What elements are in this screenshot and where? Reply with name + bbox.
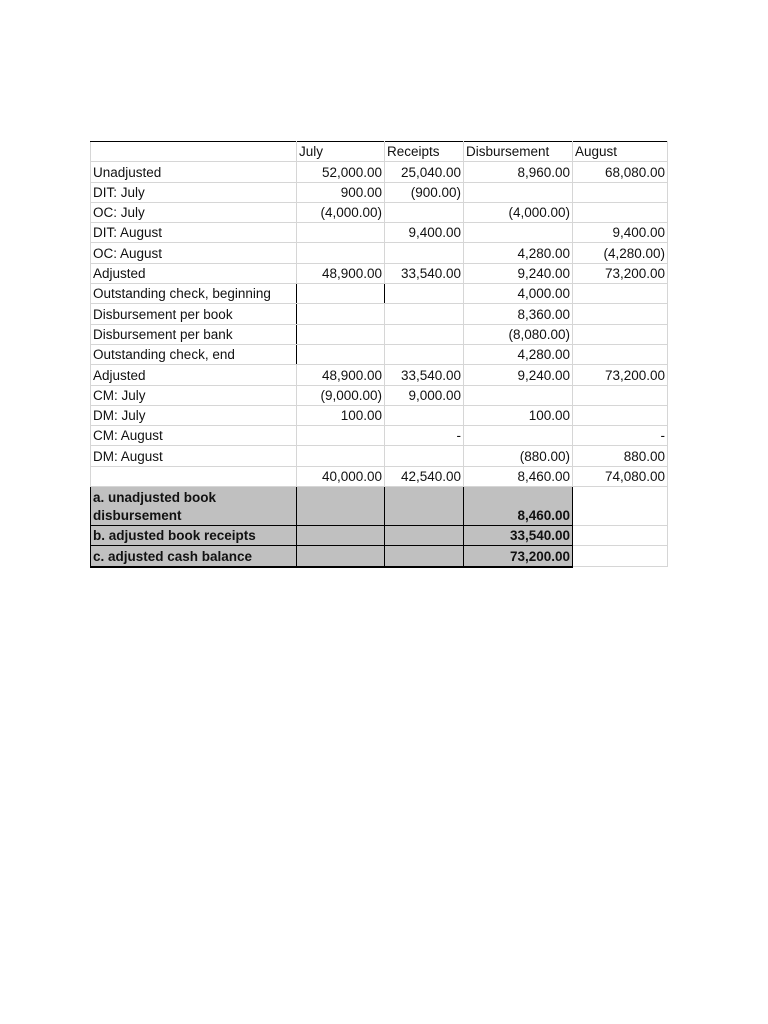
- table-row: [91, 365, 668, 385]
- cell-august: 73,200.00: [573, 365, 668, 385]
- cell-receipts: -: [385, 426, 464, 446]
- cell-august: [573, 385, 668, 405]
- cell-disbursement: 8,460.00: [464, 466, 573, 486]
- cell-july: 52,000.00: [297, 162, 385, 182]
- table-row: [91, 284, 668, 304]
- cell-disbursement: 4,280.00: [464, 344, 573, 364]
- summary-cell-august: [573, 526, 668, 546]
- cell-july: [297, 284, 385, 304]
- cell-disbursement: (8,080.00): [464, 324, 573, 344]
- cell-july: [297, 446, 385, 466]
- cell-disbursement: 4,000.00: [464, 284, 573, 304]
- cell-receipts: 42,540.00: [385, 466, 464, 486]
- cell-disbursement: 4,280.00: [464, 243, 573, 263]
- cell-receipts: [385, 344, 464, 364]
- summary-label: a. unadjusted book disbursement: [91, 487, 297, 526]
- summary-cell-receipts: [385, 526, 464, 546]
- cell-receipts: 33,540.00: [385, 365, 464, 385]
- cell-july: 48,900.00: [297, 365, 385, 385]
- cell-august: [573, 304, 668, 324]
- cell-august: 74,080.00: [573, 466, 668, 486]
- summary-cell-august: [573, 546, 668, 567]
- row-label: DIT: July: [91, 182, 297, 202]
- cell-august: [573, 284, 668, 304]
- table-row: [91, 344, 668, 364]
- summary-cell-disbursement: 33,540.00: [464, 526, 573, 546]
- row-label: DM: August: [91, 446, 297, 466]
- table-row: [91, 162, 668, 182]
- row-label: Adjusted: [91, 365, 297, 385]
- cell-disbursement: 8,960.00: [464, 162, 573, 182]
- cell-disbursement: 9,240.00: [464, 365, 573, 385]
- row-label: Disbursement per bank: [91, 324, 297, 344]
- totals-row: [91, 466, 668, 486]
- summary-label: c. adjusted cash balance: [91, 546, 297, 567]
- row-label: OC: August: [91, 243, 297, 263]
- row-label: DM: July: [91, 405, 297, 425]
- cell-july: (9,000.00): [297, 385, 385, 405]
- header-cell-label: [91, 142, 297, 162]
- row-label: Adjusted: [91, 263, 297, 283]
- cell-august: [573, 344, 668, 364]
- cell-august: [573, 182, 668, 202]
- row-label: Outstanding check, end: [91, 344, 297, 364]
- cell-disbursement: [464, 182, 573, 202]
- cell-disbursement: [464, 385, 573, 405]
- table-row: [91, 304, 668, 324]
- header-row: [91, 142, 668, 162]
- cell-receipts: 33,540.00: [385, 263, 464, 283]
- header-cell-august: August: [573, 142, 668, 162]
- cell-august: 73,200.00: [573, 263, 668, 283]
- header-cell-disbursement: Disbursement: [464, 142, 573, 162]
- cell-receipts: 9,400.00: [385, 223, 464, 243]
- summary-row: [91, 546, 668, 567]
- cell-disbursement: 8,360.00: [464, 304, 573, 324]
- table-row: [91, 223, 668, 243]
- cell-august: [573, 202, 668, 222]
- table-row: [91, 182, 668, 202]
- table-row: [91, 385, 668, 405]
- table-row: [91, 446, 668, 466]
- cell-july: [297, 304, 385, 324]
- cell-receipts: [385, 405, 464, 425]
- cell-disbursement: (4,000.00): [464, 202, 573, 222]
- cell-receipts: [385, 324, 464, 344]
- cell-august: 880.00: [573, 446, 668, 466]
- cell-july: 100.00: [297, 405, 385, 425]
- cell-july: [297, 344, 385, 364]
- cell-july: 900.00: [297, 182, 385, 202]
- cell-disbursement: 100.00: [464, 405, 573, 425]
- cell-august: [573, 324, 668, 344]
- table-row: [91, 202, 668, 222]
- row-label: CM: August: [91, 426, 297, 446]
- row-label: OC: July: [91, 202, 297, 222]
- cell-disbursement: [464, 223, 573, 243]
- cell-receipts: [385, 202, 464, 222]
- cell-july: [297, 324, 385, 344]
- cell-august: 9,400.00: [573, 223, 668, 243]
- row-label: DIT: August: [91, 223, 297, 243]
- cell-august: -: [573, 426, 668, 446]
- cell-receipts: [385, 243, 464, 263]
- cell-receipts: [385, 304, 464, 324]
- table-row: [91, 243, 668, 263]
- row-label: Disbursement per book: [91, 304, 297, 324]
- cell-receipts: [385, 284, 464, 304]
- summary-cell-july: [297, 526, 385, 546]
- row-label: Unadjusted: [91, 162, 297, 182]
- cell-receipts: (900.00): [385, 182, 464, 202]
- summary-label: b. adjusted book receipts: [91, 526, 297, 546]
- cell-disbursement: (880.00): [464, 446, 573, 466]
- row-label: CM: July: [91, 385, 297, 405]
- cell-august: [573, 405, 668, 425]
- summary-cell-disbursement: 73,200.00: [464, 546, 573, 567]
- cell-disbursement: [464, 426, 573, 446]
- header-cell-receipts: Receipts: [385, 142, 464, 162]
- cell-receipts: 9,000.00: [385, 385, 464, 405]
- table-row: [91, 426, 668, 446]
- summary-cell-august: [573, 487, 668, 526]
- cell-receipts: [385, 446, 464, 466]
- summary-row: [91, 526, 668, 546]
- bank-reconciliation-table: [90, 141, 668, 568]
- summary-cell-receipts: [385, 546, 464, 567]
- cell-july: (4,000.00): [297, 202, 385, 222]
- cell-july: 48,900.00: [297, 263, 385, 283]
- header-cell-july: July: [297, 142, 385, 162]
- cell-disbursement: 9,240.00: [464, 263, 573, 283]
- row-label: [91, 466, 297, 486]
- summary-row: [91, 487, 668, 526]
- cell-july: [297, 426, 385, 446]
- table-row: [91, 324, 668, 344]
- row-label: Outstanding check, beginning: [91, 284, 297, 304]
- cell-receipts: 25,040.00: [385, 162, 464, 182]
- cell-july: 40,000.00: [297, 466, 385, 486]
- table-row: [91, 263, 668, 283]
- cell-july: [297, 223, 385, 243]
- summary-cell-disbursement: 8,460.00: [464, 487, 573, 526]
- table-row: [91, 405, 668, 425]
- summary-cell-receipts: [385, 487, 464, 526]
- summary-cell-july: [297, 487, 385, 526]
- cell-august: (4,280.00): [573, 243, 668, 263]
- cell-august: 68,080.00: [573, 162, 668, 182]
- cell-july: [297, 243, 385, 263]
- summary-cell-july: [297, 546, 385, 567]
